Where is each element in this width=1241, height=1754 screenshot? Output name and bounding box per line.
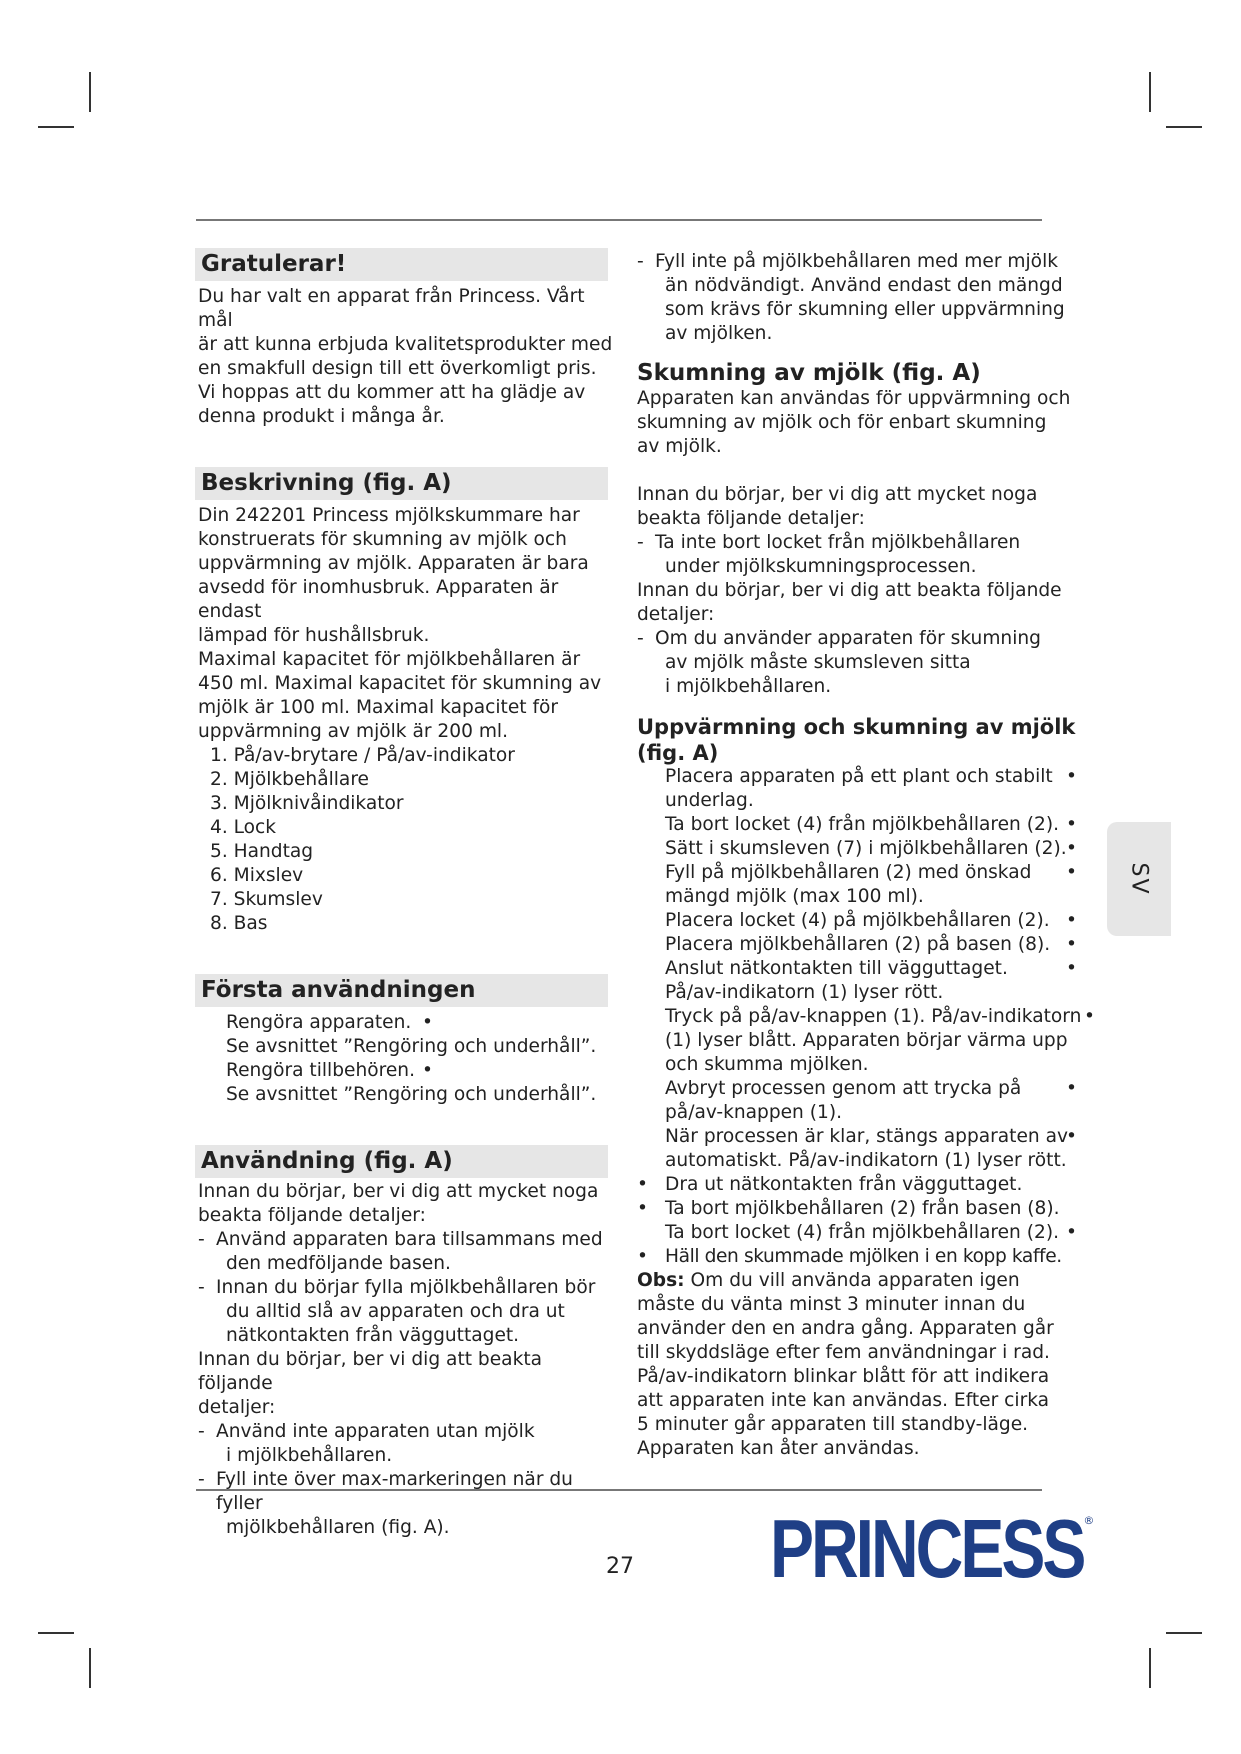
part-list-item: 6. Mixslev — [210, 865, 304, 886]
dash-item-cont: nätkontakten från vägguttaget. — [226, 1325, 520, 1346]
bullet-marker: • — [1066, 934, 1077, 955]
paragraph-line: är att kunna erbjuda kvalitetsprodukter med — [198, 334, 613, 355]
paragraph-line: detaljer: — [637, 604, 715, 625]
paragraph-line: Innan du börjar, ber vi dig att beakta följande — [198, 1349, 543, 1394]
step-line: Se avsnittet ”Rengöring och underhåll”. — [226, 1084, 597, 1105]
step-line-cont: på/av-knappen (1). — [665, 1102, 843, 1123]
step-line-cont: På/av-indikatorn (1) lyser rött. — [665, 982, 944, 1003]
crop-mark-tl-v — [89, 72, 91, 112]
section-heading: Uppvärmning och skumning av mjölk — [637, 715, 1076, 739]
step-line-cont: mängd mjölk (max 100 ml). — [665, 886, 924, 907]
crop-mark-br-h — [1166, 1632, 1202, 1634]
note-line: 5 minuter går apparaten till standby-läge. — [637, 1414, 1029, 1435]
dash-item: - Fyll inte på mjölkbehållaren med mer mjölk — [637, 250, 1077, 274]
step-line: Placera apparaten på ett plant och stabilt • — [665, 766, 1077, 787]
part-list-item: 2. Mjölkbehållare — [210, 769, 369, 790]
language-tab — [1107, 822, 1171, 936]
paragraph-line: beakta följande detaljer: — [198, 1205, 426, 1226]
part-list-item: 7. Skumslev — [210, 889, 323, 910]
dash-item-cont: mjölkbehållaren (fig. A). — [226, 1517, 450, 1538]
dash-item-cont: av mjölk måste skumsleven sitta — [665, 652, 971, 673]
note-label: Obs: — [637, 1270, 685, 1291]
paragraph-line: uppvärmning av mjölk. Apparaten är bara — [198, 553, 589, 574]
dash-item: - Fyll inte över max-markeringen när du fyller — [198, 1468, 616, 1516]
paragraph-line: konstruerats för skumning av mjölk och — [198, 529, 567, 550]
note-line: På/av-indikatorn blinkar blått för att indikera — [637, 1366, 1050, 1387]
paragraph-line: Maximal kapacitet för mjölkbehållaren är — [198, 649, 581, 670]
bullet-marker: • — [1066, 1126, 1077, 1147]
crop-mark-tr-v — [1149, 72, 1151, 112]
paragraph-line: Innan du börjar, ber vi dig att mycket noga — [637, 484, 1038, 505]
left-column — [198, 248, 616, 1540]
note-line: Apparaten kan åter användas. — [637, 1438, 920, 1459]
note-line: Obs: Om du vill använda apparaten igen — [637, 1270, 1020, 1291]
dash-item-cont: av mjölken. — [665, 323, 773, 344]
bullet-marker: • — [1066, 838, 1077, 859]
note-line: använder den en andra gång. Apparaten går — [637, 1318, 1054, 1339]
step-line-cont: och skumma mjölken. — [665, 1054, 869, 1075]
paragraph-line: en smakfull design till ett överkomligt pris. — [198, 358, 597, 379]
crop-mark-bl-v — [89, 1648, 91, 1688]
part-list-item: 3. Mjölknivåindikator — [210, 793, 404, 814]
paragraph-line: av mjölk. — [637, 436, 722, 457]
bullet-marker: • — [1066, 862, 1077, 883]
step-line: Sätt i skumsleven (7) i mjölkbehållaren (2). • — [665, 838, 1077, 859]
paragraph-line: Innan du börjar, ber vi dig att beakta följande — [637, 580, 1062, 601]
brand-wordmark: PRINCESS — [770, 1501, 1084, 1595]
bullet-marker: • — [1066, 958, 1077, 979]
bullet-marker: • — [1066, 814, 1077, 835]
crop-mark-br-v — [1149, 1648, 1151, 1688]
section-heading: Beskrivning (fig. A) — [195, 467, 608, 500]
paragraph-line: Apparaten kan användas för uppvärmning och — [637, 388, 1071, 409]
bullet-marker: • — [637, 1174, 648, 1195]
bullet-marker: • — [1066, 1222, 1077, 1243]
bullet-marker: • — [637, 1198, 648, 1219]
part-list-item: 5. Handtag — [210, 841, 314, 862]
step-line: Ta bort locket (4) från mjölkbehållaren (2). • — [665, 814, 1077, 835]
bullet-marker: • — [422, 1012, 433, 1033]
step-line-cont: underlag. — [665, 790, 754, 811]
dash-item: - Använd inte apparaten utan mjölk — [198, 1420, 616, 1444]
bullet-marker: • — [422, 1060, 433, 1081]
part-list-item: 1. På/av-brytare / På/av-indikator — [210, 745, 515, 766]
section-heading: Första användningen — [195, 974, 608, 1007]
registered-mark: ® — [1083, 1514, 1095, 1527]
top-rule — [196, 219, 1042, 221]
right-column — [637, 250, 1095, 1461]
dash-item: - Använd apparaten bara tillsammans med — [198, 1228, 616, 1252]
dash-item-cont: som krävs för skumning eller uppvärmning — [665, 299, 1065, 320]
dash-item-cont: i mjölkbehållaren. — [226, 1445, 393, 1466]
bullet-marker: • — [1066, 910, 1077, 931]
step-line: • Ta bort mjölkbehållaren (2) från basen (8). — [637, 1198, 1060, 1219]
language-tab-label: SV — [1126, 862, 1152, 896]
step-line: När processen är klar, stängs apparaten av • — [665, 1126, 1077, 1147]
step-line: Avbryt processen genom att trycka på • — [665, 1078, 1077, 1099]
paragraph-line: denna produkt i många år. — [198, 406, 445, 427]
paragraph-line: lämpad för hushållsbruk. — [198, 625, 430, 646]
step-line: Placera locket (4) på mjölkbehållaren (2). • — [665, 910, 1077, 931]
paragraph-line: Innan du börjar, ber vi dig att mycket noga — [198, 1181, 599, 1202]
crop-mark-tl-h — [38, 126, 74, 128]
section-heading: Gratulerar! — [195, 248, 608, 281]
note-line: till skyddsläge efter fem användningar i rad. — [637, 1342, 1050, 1363]
dash-item: - Innan du börjar fylla mjölkbehållaren bör — [198, 1276, 616, 1300]
bullet-marker: • — [1066, 766, 1077, 787]
paragraph-line: Vi hoppas att du kommer att ha glädje av — [198, 382, 586, 403]
brand-logo — [764, 1501, 1095, 1595]
dash-item-cont: du alltid slå av apparaten och dra ut — [226, 1301, 565, 1322]
part-list-item: 4. Lock — [210, 817, 277, 838]
dash-item-cont: än nödvändigt. Använd endast den mängd — [665, 275, 1063, 296]
instruction-steps — [637, 765, 1095, 1173]
step-line: Fyll på mjölkbehållaren (2) med önskad • — [665, 862, 1077, 883]
dash-item-cont: i mjölkbehållaren. — [665, 676, 832, 697]
step-line: Rengöra apparaten. • — [226, 1012, 433, 1033]
paragraph-line: beakta följande detaljer: — [637, 508, 865, 529]
note-line: måste du vänta minst 3 minuter innan du — [637, 1294, 1026, 1315]
crop-mark-tr-h — [1166, 126, 1202, 128]
step-line: Anslut nätkontakten till vägguttaget. • — [665, 958, 1077, 979]
part-list-item: 8. Bas — [210, 913, 268, 934]
paragraph-line: Din 242201 Princess mjölkskummare har — [198, 505, 580, 526]
note-line: att apparaten inte kan användas. Efter cirka — [637, 1390, 1050, 1411]
paragraph-line: detaljer: — [198, 1397, 276, 1418]
step-line: Rengöra tillbehören. • — [226, 1060, 433, 1081]
step-line: • Dra ut nätkontakten från vägguttaget. — [637, 1174, 1023, 1195]
dash-item-cont: under mjölkskumningsprocessen. — [665, 556, 977, 577]
step-line: Ta bort locket (4) från mjölkbehållaren (2). • — [665, 1222, 1077, 1243]
section-heading: Användning (fig. A) — [195, 1145, 608, 1178]
dash-item: - Ta inte bort locket från mjölkbehållaren — [637, 531, 1077, 555]
dash-item: - Om du använder apparaten för skumning — [637, 627, 1077, 651]
bullet-marker: • — [1084, 1006, 1095, 1027]
dash-item-cont: den medföljande basen. — [226, 1253, 451, 1274]
paragraph-line: Du har valt en apparat från Princess. Vårt mål — [198, 286, 585, 331]
step-line-cont: (1) lyser blått. Apparaten börjar värma upp — [665, 1030, 1068, 1051]
step-line: Tryck på på/av-knappen (1). På/av-indikatorn • — [665, 1006, 1095, 1027]
section-heading: Skumning av mjölk (fig. A) — [637, 360, 981, 386]
step-line: • Häll den skummade mjölken i en kopp kaffe. — [637, 1246, 1062, 1267]
paragraph-line: avsedd för inomhusbruk. Apparaten är endast — [198, 577, 559, 622]
step-line: Se avsnittet ”Rengöring och underhåll”. — [226, 1036, 597, 1057]
paragraph-line: skumning av mjölk och för enbart skumning — [637, 412, 1047, 433]
section-heading: (fig. A) — [637, 741, 719, 765]
crop-mark-bl-h — [38, 1632, 74, 1634]
bullet-marker: • — [1066, 1078, 1077, 1099]
step-line: Placera mjölkbehållaren (2) på basen (8). • — [665, 934, 1077, 955]
paragraph-line: mjölk är 100 ml. Maximal kapacitet för — [198, 697, 559, 718]
paragraph-line: uppvärmning av mjölk är 200 ml. — [198, 721, 509, 742]
paragraph-line: 450 ml. Maximal kapacitet för skumning av — [198, 673, 602, 694]
bullet-marker: • — [637, 1246, 648, 1267]
page-number: 27 — [606, 1554, 634, 1579]
step-line-cont: automatiskt. På/av-indikatorn (1) lyser rött. — [665, 1150, 1067, 1171]
